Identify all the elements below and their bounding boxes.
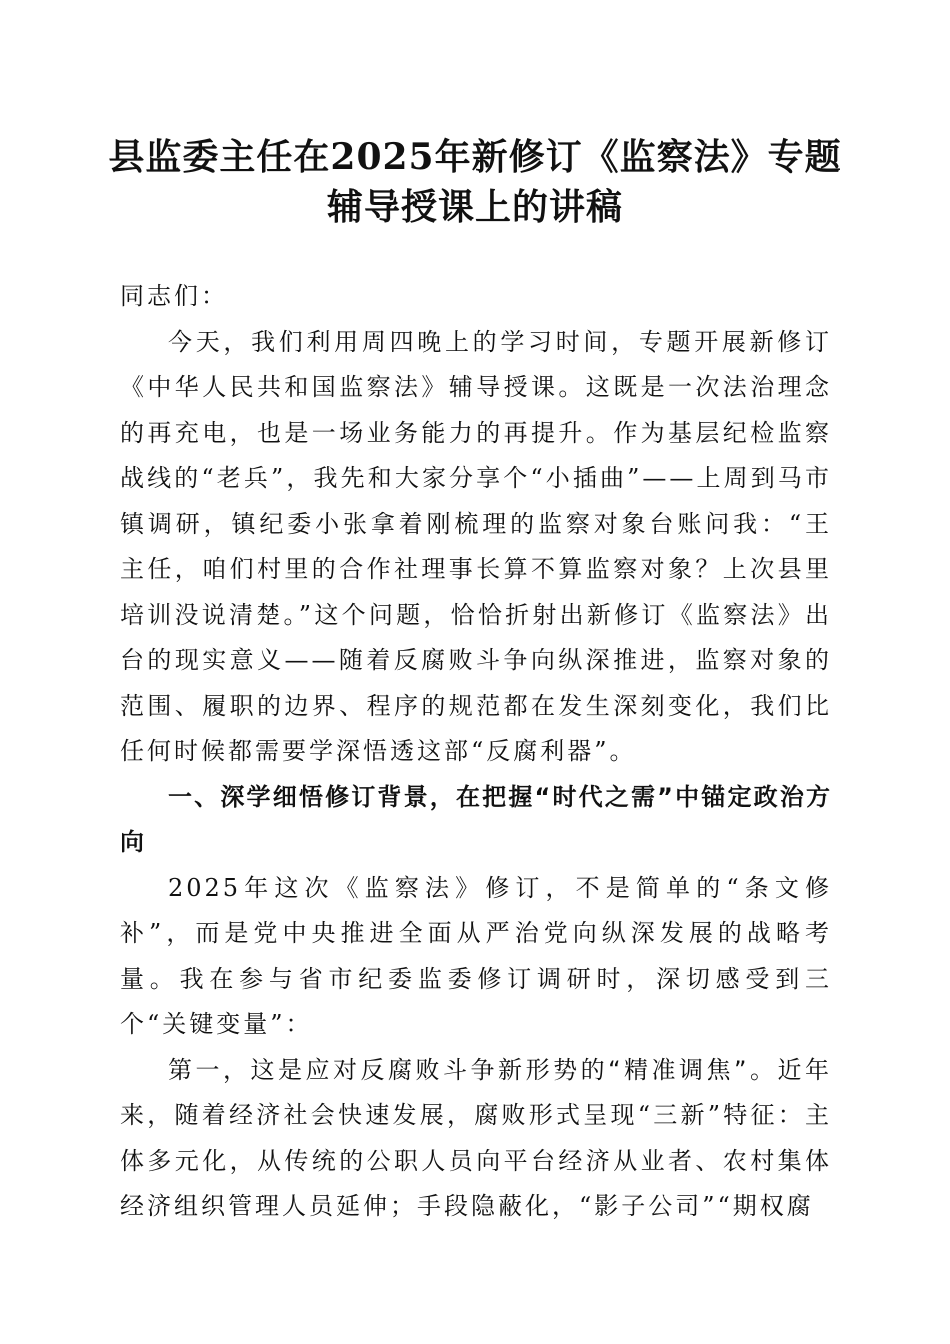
point-one-paragraph (120, 1048, 832, 1230)
point-one-lead: 第一，这是应对反腐败斗争新形势的“精准调焦”。 (168, 1055, 778, 1084)
salutation: 同志们： (120, 282, 228, 310)
section-heading-1: 一、深学细悟修订背景，在把握“时代之需”中锚定政治方向 (120, 782, 832, 856)
point-one-body: 近年来，随着经济社会快速发展，腐败形式呈现“三新”特征：主体多元化，从传统的公职人员向平台经济从业者、农村集体经济组织管理人员延伸；手段隐蔽化，“影子公司”“期权腐 (120, 1055, 833, 1220)
document-title: 县监委主任在2025年新修订《监察法》专题辅导授课上的讲稿 (108, 136, 842, 228)
document-body (120, 274, 832, 1230)
background-paragraph: 2025年这次《监察法》修订，不是简单的“条文修补”，而是党中央推进全面从严治党向纵深发展的战略考量。我在参与省市纪委监委修订调研时，深切感受到三个“关键变量”： (120, 873, 832, 1038)
intro-paragraph: 今天，我们利用周四晚上的学习时间，专题开展新修订《中华人民共和国监察法》辅导授课。这既是一次法治理念的再充电，也是一场业务能力的再提升。作为基层纪检监察战线的“老兵”，我先和大家分享个“小插曲”——上周到马市镇调研，镇纪委小张拿着刚梳理的监察对象台账问我：“王主任，咱们村里的合作社理事长算不算监察对象？上次县里培训没说清楚。”这个问题，恰恰折射出新修订《监察法》出台的现实意义——随着反腐败斗争向纵深推进，监察对象的范围、履职的边界、程序的规范都在发生深刻变化，我们比任何时候都需要学深悟透这部“反腐利器”。 (120, 327, 832, 765)
